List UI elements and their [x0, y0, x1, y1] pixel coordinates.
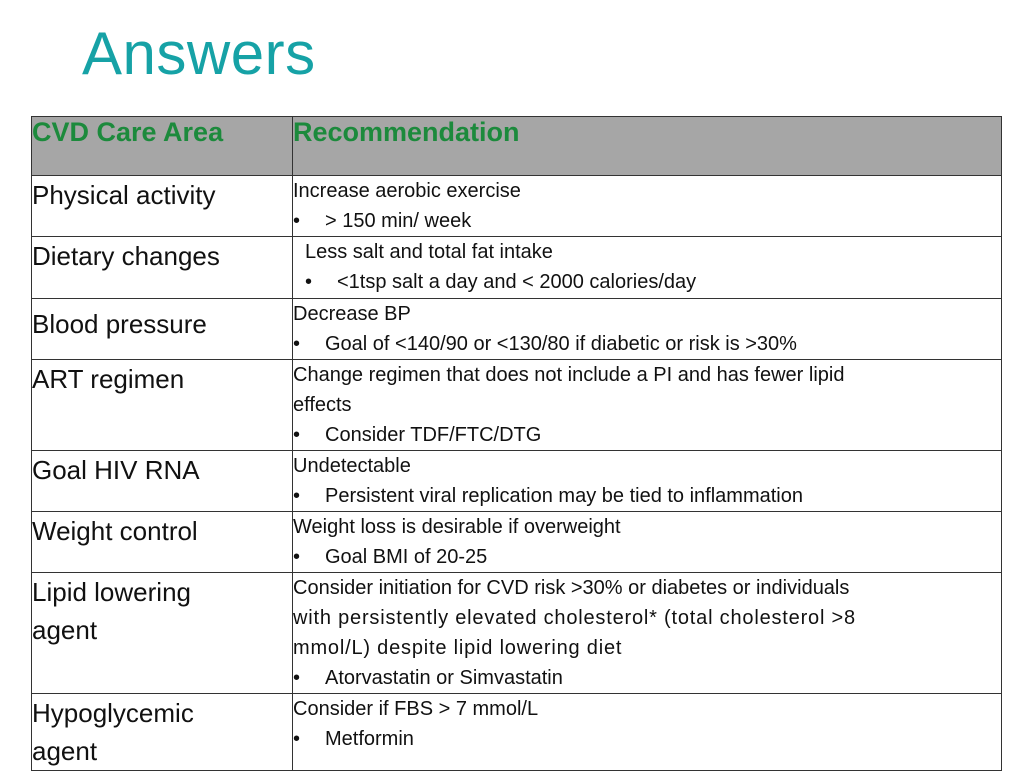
bullet-text: Metformin — [325, 728, 414, 750]
header-recommendation: Recommendation — [293, 117, 1002, 176]
recommendation-text: Consider initiation for CVD risk >30% or diabetes or individuals — [293, 577, 850, 599]
recommendation-text: mmol/L) despite lipid lowering diet — [293, 637, 623, 659]
bullet-item — [293, 724, 1001, 754]
bullet-item — [293, 329, 1001, 359]
table-row — [32, 299, 1002, 360]
recommendation-cell — [293, 451, 1002, 512]
bullet-text: Persistent viral replication may be tied to inflammation — [325, 485, 803, 507]
table-row — [32, 176, 1002, 237]
recommendation-text: Decrease BP — [293, 303, 411, 325]
bullet-glyph: • — [293, 546, 301, 568]
care-area-line: agent — [32, 615, 98, 645]
bullet-glyph: • — [293, 485, 301, 507]
care-area-cell: Blood pressure — [32, 299, 293, 360]
care-area-cell: Goal HIV RNA — [32, 451, 293, 512]
recommendation-text: Increase aerobic exercise — [293, 180, 521, 202]
bullet-text: Consider TDF/FTC/DTG — [325, 424, 542, 446]
bullet-text: Goal of <140/90 or <130/80 if diabetic or risk is >30% — [325, 333, 797, 355]
bullet-glyph: • — [305, 271, 313, 293]
bullet-item — [293, 481, 1001, 511]
bullet-glyph: • — [293, 210, 301, 232]
table-row — [32, 237, 1002, 299]
care-area-cell: Weight control — [32, 512, 293, 573]
bullet-text: > 150 min/ week — [325, 210, 472, 232]
bullet-glyph: • — [293, 424, 301, 446]
bullet-text: <1tsp salt a day and < 2000 calories/day — [337, 271, 697, 293]
bullet-text: Goal BMI of 20-25 — [325, 546, 488, 568]
recommendation-cell — [293, 512, 1002, 573]
care-area-cell: ART regimen — [32, 360, 293, 451]
recommendation-text: Less salt and total fat intake — [305, 241, 553, 263]
cvd-care-table — [31, 116, 1002, 771]
recommendation-cell — [293, 299, 1002, 360]
slide-title: Answers — [82, 20, 316, 87]
bullet-item — [293, 420, 1001, 450]
table-row — [32, 573, 1002, 694]
table-row — [32, 451, 1002, 512]
recommendation-text: Weight loss is desirable if overweight — [293, 516, 621, 538]
bullet-item — [293, 206, 1001, 236]
care-area-line: Hypoglycemic — [32, 698, 194, 728]
care-area-cell: Physical activity — [32, 176, 293, 237]
care-area-line: agent — [32, 736, 98, 766]
table-header-row — [32, 117, 1002, 176]
recommendation-cell — [293, 573, 1002, 694]
bullet-glyph: • — [293, 333, 301, 355]
table-row — [32, 512, 1002, 573]
recommendation-cell — [293, 360, 1002, 451]
care-area-cell — [32, 573, 293, 694]
bullet-text: Atorvastatin or Simvastatin — [325, 667, 563, 689]
care-area-line: Lipid lowering — [32, 577, 191, 607]
table-row — [32, 360, 1002, 451]
bullet-glyph: • — [293, 667, 301, 689]
bullet-item — [293, 542, 1001, 572]
header-cvd-care-area: CVD Care Area — [32, 117, 293, 176]
recommendation-text: Consider if FBS > 7 mmol/L — [293, 698, 539, 720]
recommendation-cell — [293, 694, 1002, 771]
bullet-glyph: • — [293, 728, 301, 750]
recommendation-text: effects — [293, 394, 352, 416]
recommendation-cell — [293, 176, 1002, 237]
bullet-item — [293, 663, 1001, 693]
recommendation-text: Change regimen that does not include a PI and has fewer lipid — [293, 364, 845, 386]
table-row — [32, 694, 1002, 771]
recommendation-text: with persistently elevated cholesterol* (total cholesterol >8 — [293, 607, 856, 629]
care-area-cell — [32, 694, 293, 771]
recommendation-text: Undetectable — [293, 455, 411, 477]
recommendation-cell — [293, 237, 1002, 299]
care-area-cell: Dietary changes — [32, 237, 293, 299]
bullet-item — [305, 267, 1001, 297]
